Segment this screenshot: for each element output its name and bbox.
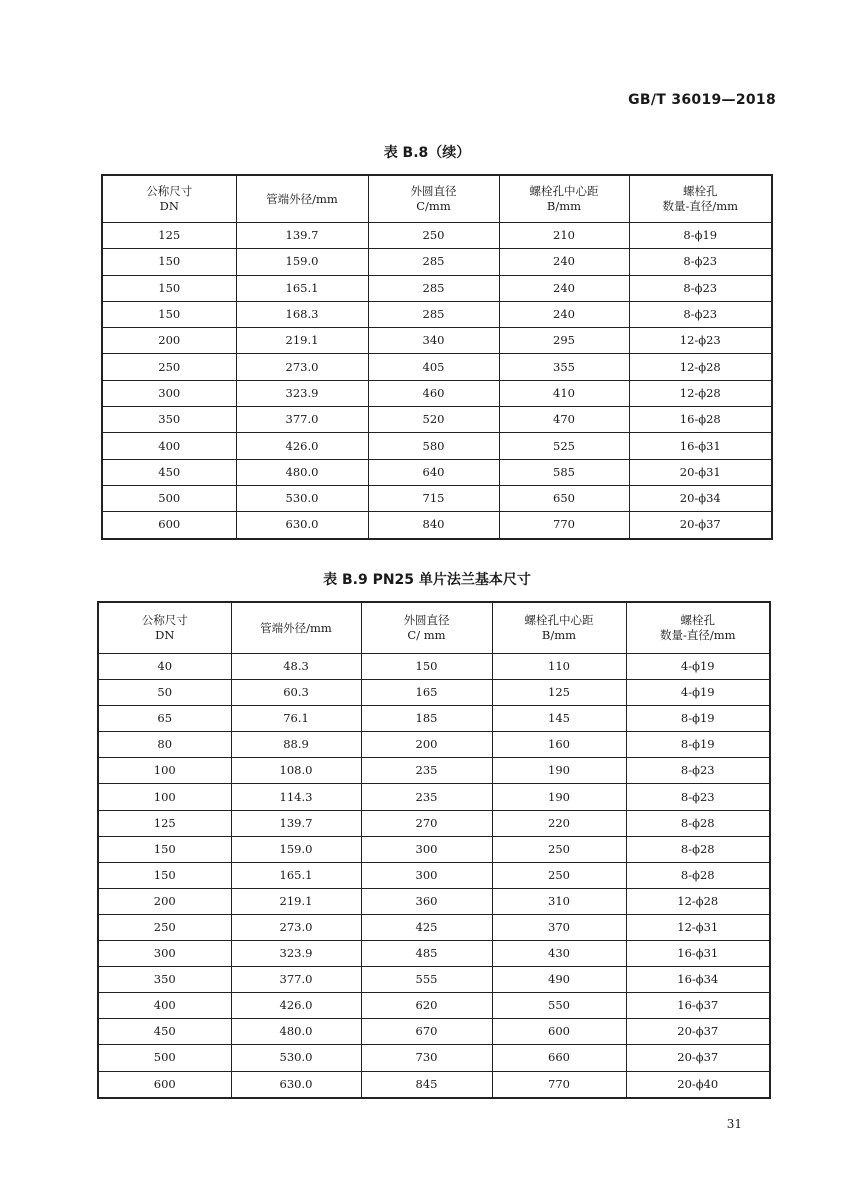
- table-cell: 8-ϕ19: [629, 223, 772, 249]
- table-row: [98, 862, 770, 888]
- table-cell: 630.0: [231, 1071, 361, 1098]
- table-cell: 300: [102, 380, 236, 406]
- table-cell: 400: [98, 993, 231, 1019]
- table-cell: 16-ϕ37: [626, 993, 770, 1019]
- table-cell: 150: [98, 862, 231, 888]
- table-cell: 100: [98, 758, 231, 784]
- table-row: [102, 512, 772, 539]
- table-cell: 250: [492, 862, 626, 888]
- table-row: [102, 275, 772, 301]
- table-cell: 580: [368, 433, 499, 459]
- table-cell: 300: [98, 941, 231, 967]
- column-header-text: 数量-直径/mm: [662, 199, 739, 213]
- table-row: [98, 654, 770, 680]
- column-header-text: 管端外径/mm: [260, 620, 332, 635]
- table-cell: 340: [368, 328, 499, 354]
- column-header-text: B/mm: [546, 199, 582, 213]
- table-cell: 125: [492, 680, 626, 706]
- table-b9-caption: 表 B.9 PN25 单片法兰基本尺寸: [323, 572, 531, 588]
- table-cell: 405: [368, 354, 499, 380]
- table-cell: 235: [361, 758, 492, 784]
- table-cell: 425: [361, 914, 492, 940]
- table-cell: 240: [499, 275, 629, 301]
- table-cell: 48.3: [231, 654, 361, 680]
- table-cell: 235: [361, 784, 492, 810]
- table-cell: 200: [98, 888, 231, 914]
- table-cell: 219.1: [236, 328, 368, 354]
- table-row: [98, 967, 770, 993]
- table-cell: 550: [492, 993, 626, 1019]
- table-cell: 50: [98, 680, 231, 706]
- table-cell: 350: [102, 407, 236, 433]
- column-header-text: 公称尺寸: [141, 613, 188, 627]
- table-cell: 620: [361, 993, 492, 1019]
- table-cell: 377.0: [231, 967, 361, 993]
- column-header: [492, 602, 626, 654]
- table-row: [102, 407, 772, 433]
- table-cell: 8-ϕ23: [626, 758, 770, 784]
- table-cell: 273.0: [236, 354, 368, 380]
- column-header-text: 螺栓孔: [683, 184, 718, 198]
- table-cell: 150: [361, 654, 492, 680]
- table-cell: 76.1: [231, 706, 361, 732]
- table-cell: 114.3: [231, 784, 361, 810]
- table-cell: 273.0: [231, 914, 361, 940]
- table-cell: 770: [499, 512, 629, 539]
- column-header-text: 管端外径/mm: [266, 191, 338, 206]
- table-row: [98, 758, 770, 784]
- column-header-text: B/mm: [541, 628, 577, 642]
- column-header-text: 螺栓孔: [680, 613, 715, 627]
- table-cell: 150: [98, 836, 231, 862]
- table-row: [98, 680, 770, 706]
- table-cell: 250: [368, 223, 499, 249]
- table-cell: 12-ϕ28: [626, 888, 770, 914]
- table-row: [102, 249, 772, 275]
- table-cell: 650: [499, 485, 629, 511]
- column-header: [626, 602, 770, 654]
- column-header: [98, 602, 231, 654]
- table-cell: 12-ϕ28: [629, 380, 772, 406]
- table-cell: 219.1: [231, 888, 361, 914]
- table-row: [98, 732, 770, 758]
- table-cell: 490: [492, 967, 626, 993]
- table-cell: 323.9: [231, 941, 361, 967]
- table-row: [98, 888, 770, 914]
- table-cell: 310: [492, 888, 626, 914]
- table-cell: 8-ϕ23: [626, 784, 770, 810]
- table-cell: 460: [368, 380, 499, 406]
- table-header-row: [98, 602, 770, 654]
- table-cell: 355: [499, 354, 629, 380]
- table-cell: 20-ϕ37: [629, 512, 772, 539]
- table-row: [102, 485, 772, 511]
- table-cell: 20-ϕ37: [626, 1045, 770, 1071]
- table-row: [102, 459, 772, 485]
- table-cell: 285: [368, 249, 499, 275]
- table-cell: 8-ϕ28: [626, 810, 770, 836]
- page-number: 31: [726, 1117, 742, 1131]
- column-header-text: C/ mm: [407, 628, 446, 642]
- table-cell: 65: [98, 706, 231, 732]
- table-cell: 88.9: [231, 732, 361, 758]
- column-header-text: DN: [159, 199, 179, 213]
- table-row: [98, 1071, 770, 1098]
- table-cell: 190: [492, 784, 626, 810]
- table-cell: 660: [492, 1045, 626, 1071]
- table-cell: 16-ϕ34: [626, 967, 770, 993]
- column-header-text: DN: [155, 628, 175, 642]
- table-row: [98, 836, 770, 862]
- table-cell: 600: [98, 1071, 231, 1098]
- table-cell: 300: [361, 862, 492, 888]
- table-row: [98, 706, 770, 732]
- table-cell: 165.1: [236, 275, 368, 301]
- table-cell: 350: [98, 967, 231, 993]
- table-cell: 485: [361, 941, 492, 967]
- table-cell: 8-ϕ23: [629, 275, 772, 301]
- table-cell: 630.0: [236, 512, 368, 539]
- table-cell: 16-ϕ28: [629, 407, 772, 433]
- table-cell: 168.3: [236, 301, 368, 327]
- table-row: [98, 914, 770, 940]
- table-row: [98, 810, 770, 836]
- table-cell: 80: [98, 732, 231, 758]
- table-cell: 370: [492, 914, 626, 940]
- table-cell: 139.7: [231, 810, 361, 836]
- table-cell: 12-ϕ28: [629, 354, 772, 380]
- table-cell: 20-ϕ31: [629, 459, 772, 485]
- table-b8: [101, 174, 773, 540]
- table-cell: 555: [361, 967, 492, 993]
- table-cell: 520: [368, 407, 499, 433]
- table-cell: 100: [98, 784, 231, 810]
- table-cell: 16-ϕ31: [629, 433, 772, 459]
- table-cell: 200: [361, 732, 492, 758]
- table-cell: 220: [492, 810, 626, 836]
- table-row: [102, 328, 772, 354]
- table-cell: 125: [98, 810, 231, 836]
- table-cell: 20-ϕ37: [626, 1019, 770, 1045]
- table-cell: 185: [361, 706, 492, 732]
- table-cell: 377.0: [236, 407, 368, 433]
- table-cell: 715: [368, 485, 499, 511]
- table-cell: 530.0: [236, 485, 368, 511]
- table-cell: 8-ϕ23: [629, 249, 772, 275]
- table-cell: 285: [368, 301, 499, 327]
- table-row: [102, 223, 772, 249]
- table-row: [98, 784, 770, 810]
- table-row: [98, 993, 770, 1019]
- column-header: [499, 175, 629, 223]
- table-cell: 190: [492, 758, 626, 784]
- table-cell: 150: [102, 275, 236, 301]
- table-cell: 730: [361, 1045, 492, 1071]
- table-cell: 12-ϕ23: [629, 328, 772, 354]
- table-cell: 240: [499, 301, 629, 327]
- table-cell: 500: [102, 485, 236, 511]
- table-cell: 426.0: [236, 433, 368, 459]
- column-header-text: 外圆直径: [403, 613, 450, 627]
- table-row: [102, 433, 772, 459]
- table-b9: [97, 601, 771, 1099]
- column-header: [368, 175, 499, 223]
- table-cell: 500: [98, 1045, 231, 1071]
- table-row: [98, 941, 770, 967]
- table-cell: 585: [499, 459, 629, 485]
- table-cell: 250: [98, 914, 231, 940]
- column-header: [102, 175, 236, 223]
- table-cell: 640: [368, 459, 499, 485]
- table-cell: 8-ϕ19: [626, 706, 770, 732]
- table-cell: 159.0: [236, 249, 368, 275]
- table-cell: 285: [368, 275, 499, 301]
- column-header: [236, 175, 368, 223]
- table-cell: 670: [361, 1019, 492, 1045]
- table-row: [98, 1019, 770, 1045]
- table-cell: 400: [102, 433, 236, 459]
- column-header-text: 公称尺寸: [146, 184, 193, 198]
- column-header: [231, 602, 361, 654]
- table-cell: 145: [492, 706, 626, 732]
- table-cell: 480.0: [236, 459, 368, 485]
- column-header-text: C/mm: [416, 199, 451, 213]
- column-header: [361, 602, 492, 654]
- table-cell: 150: [102, 249, 236, 275]
- table-cell: 450: [98, 1019, 231, 1045]
- column-header-text: 螺栓孔中心距: [529, 184, 599, 198]
- table-cell: 108.0: [231, 758, 361, 784]
- table-cell: 430: [492, 941, 626, 967]
- table-cell: 139.7: [236, 223, 368, 249]
- column-header-text: 数量-直径/mm: [659, 628, 736, 642]
- table-cell: 470: [499, 407, 629, 433]
- table-row: [98, 1045, 770, 1071]
- table-cell: 4-ϕ19: [626, 680, 770, 706]
- column-header-text: 螺栓孔中心距: [524, 613, 594, 627]
- table-cell: 600: [102, 512, 236, 539]
- table-cell: 270: [361, 810, 492, 836]
- table-cell: 8-ϕ23: [629, 301, 772, 327]
- table-cell: 165: [361, 680, 492, 706]
- table-cell: 8-ϕ19: [626, 732, 770, 758]
- table-cell: 20-ϕ40: [626, 1071, 770, 1098]
- table-cell: 125: [102, 223, 236, 249]
- table-cell: 250: [102, 354, 236, 380]
- table-cell: 4-ϕ19: [626, 654, 770, 680]
- standard-number: GB/T 36019—2018: [628, 92, 776, 108]
- column-header-text: 外圆直径: [410, 184, 457, 198]
- table-cell: 160: [492, 732, 626, 758]
- table-cell: 60.3: [231, 680, 361, 706]
- table-cell: 159.0: [231, 836, 361, 862]
- column-header: [629, 175, 772, 223]
- table-cell: 295: [499, 328, 629, 354]
- table-row: [102, 301, 772, 327]
- table-cell: 530.0: [231, 1045, 361, 1071]
- table-cell: 110: [492, 654, 626, 680]
- table-cell: 200: [102, 328, 236, 354]
- table-cell: 360: [361, 888, 492, 914]
- table-cell: 8-ϕ28: [626, 836, 770, 862]
- table-cell: 323.9: [236, 380, 368, 406]
- table-row: [102, 380, 772, 406]
- table-cell: 40: [98, 654, 231, 680]
- table-cell: 210: [499, 223, 629, 249]
- table-cell: 770: [492, 1071, 626, 1098]
- table-cell: 426.0: [231, 993, 361, 1019]
- table-cell: 525: [499, 433, 629, 459]
- table-cell: 150: [102, 301, 236, 327]
- table-cell: 20-ϕ34: [629, 485, 772, 511]
- table-cell: 410: [499, 380, 629, 406]
- table-cell: 600: [492, 1019, 626, 1045]
- table-cell: 450: [102, 459, 236, 485]
- table-b8-caption: 表 B.8（续）: [383, 145, 471, 161]
- table-cell: 165.1: [231, 862, 361, 888]
- table-cell: 8-ϕ28: [626, 862, 770, 888]
- table-cell: 12-ϕ31: [626, 914, 770, 940]
- table-header-row: [102, 175, 772, 223]
- table-cell: 240: [499, 249, 629, 275]
- table-cell: 250: [492, 836, 626, 862]
- table-cell: 840: [368, 512, 499, 539]
- table-cell: 845: [361, 1071, 492, 1098]
- table-row: [102, 354, 772, 380]
- table-cell: 300: [361, 836, 492, 862]
- table-cell: 480.0: [231, 1019, 361, 1045]
- table-cell: 16-ϕ31: [626, 941, 770, 967]
